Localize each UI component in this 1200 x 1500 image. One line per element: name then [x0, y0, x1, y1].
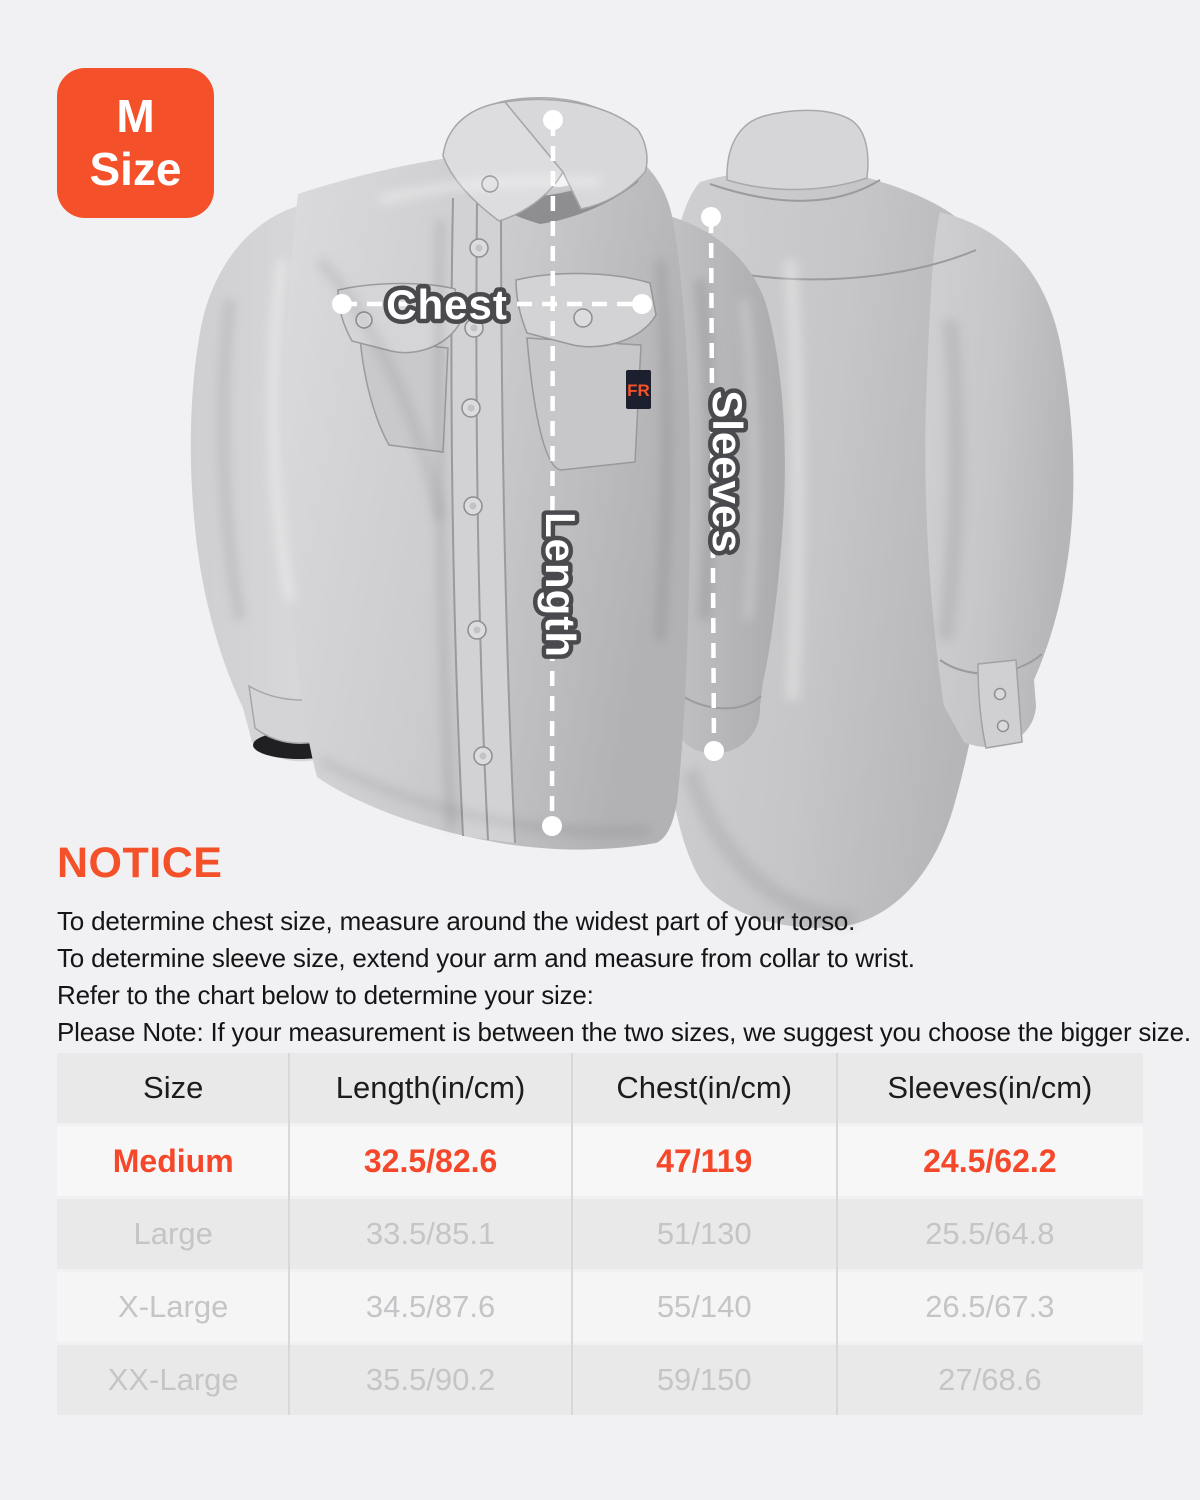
cell-size: XX-Large — [57, 1345, 289, 1415]
cell-sleeves: 26.5/67.3 — [837, 1272, 1143, 1342]
back-collar — [727, 110, 868, 189]
notice-line: Refer to the chart below to determine your size: — [57, 980, 594, 1010]
notice-line: Please Note: If your measurement is between the two sizes, we suggest you choose the bigger size. — [57, 1017, 1191, 1047]
col-header-sleeves: Sleeves(in/cm) — [837, 1053, 1143, 1123]
size-table-header-row — [57, 1053, 1143, 1123]
length-label: Length — [537, 512, 584, 658]
cell-length: 34.5/87.6 — [289, 1272, 571, 1342]
size-badge-word: Size — [89, 143, 182, 195]
notice-title: NOTICE — [57, 839, 223, 887]
cell-chest: 59/150 — [572, 1345, 837, 1415]
cell-chest: 55/140 — [572, 1272, 837, 1342]
col-header-size: Size — [57, 1053, 289, 1123]
column-divider — [836, 1053, 838, 1415]
cell-sleeves: 25.5/64.8 — [837, 1199, 1143, 1269]
table-row-large — [57, 1199, 1143, 1269]
table-row-medium — [57, 1126, 1143, 1196]
col-header-length: Length(in/cm) — [289, 1053, 571, 1123]
cell-length: 33.5/85.1 — [289, 1199, 571, 1269]
cell-size: Medium — [57, 1126, 289, 1196]
back-cuff-tab — [978, 660, 1022, 748]
notice-line: To determine sleeve size, extend your arm and measure from collar to wrist. — [57, 943, 915, 973]
cell-sleeves: 27/68.6 — [837, 1345, 1143, 1415]
fr-patch-text: FR — [627, 381, 650, 400]
cell-sleeves: 24.5/62.2 — [837, 1126, 1143, 1196]
fr-patch — [626, 370, 651, 409]
col-header-chest: Chest(in/cm) — [572, 1053, 837, 1123]
notice-section — [57, 839, 1191, 1051]
table-row-xx-large — [57, 1345, 1143, 1415]
size-badge-letter: M — [116, 90, 155, 142]
notice-line: To determine chest size, measure around the widest part of your torso. — [57, 906, 856, 936]
table-row-x-large — [57, 1272, 1143, 1342]
cell-chest: 47/119 — [572, 1126, 837, 1196]
cell-size: X-Large — [57, 1272, 289, 1342]
column-divider — [571, 1053, 573, 1415]
cell-length: 32.5/82.6 — [289, 1126, 571, 1196]
cell-chest: 51/130 — [572, 1199, 837, 1269]
chest-label: Chest — [386, 281, 508, 328]
size-table — [57, 1053, 1143, 1418]
sleeves-label: Sleeves — [704, 390, 751, 554]
cell-size: Large — [57, 1199, 289, 1269]
cell-length: 35.5/90.2 — [289, 1345, 571, 1415]
column-divider — [288, 1053, 290, 1415]
